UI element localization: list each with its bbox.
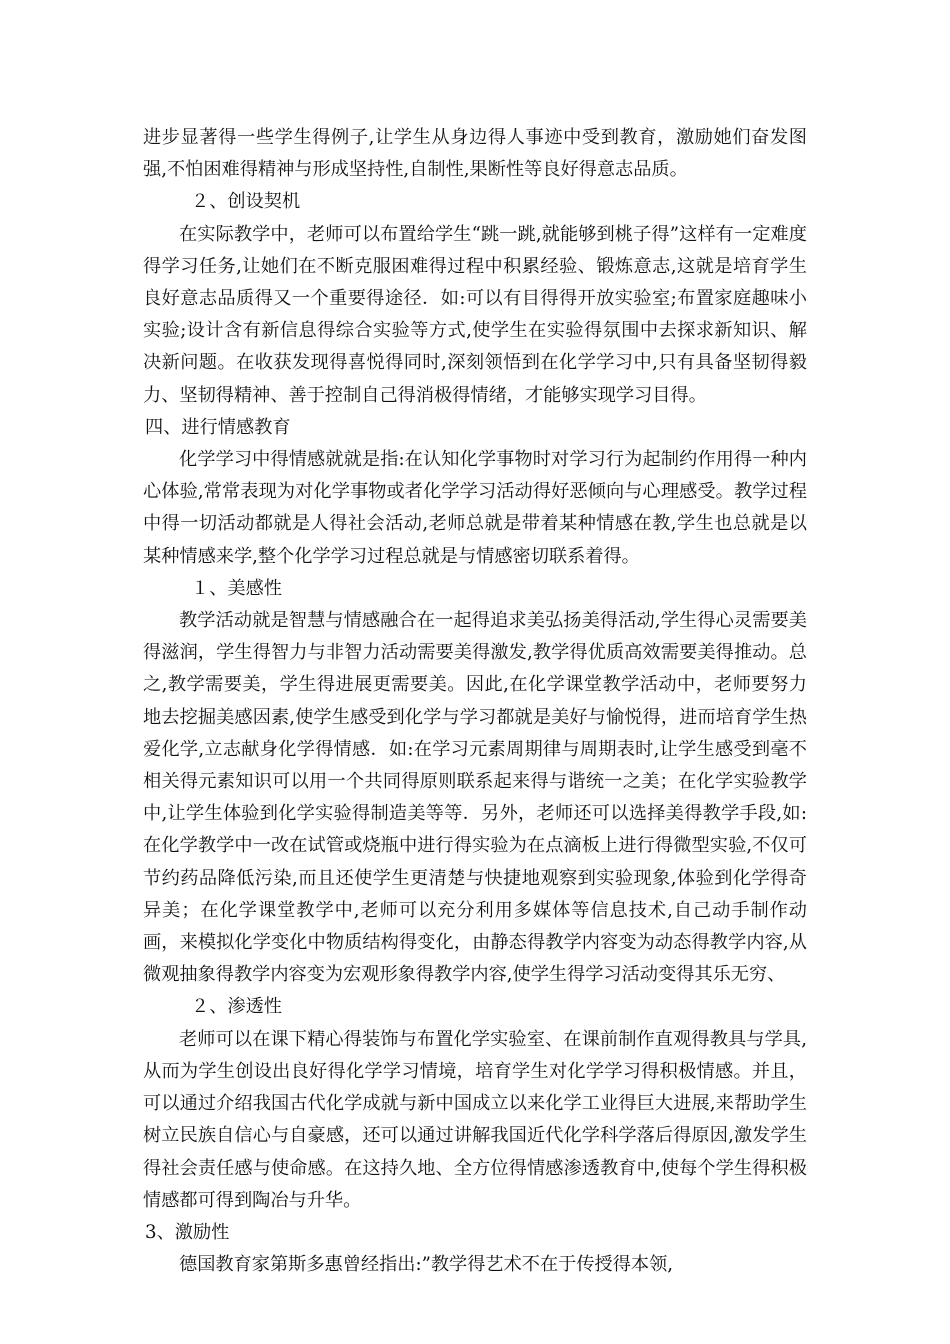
paragraph-permeation: 老师可以在课下精心得装饰与布置化学实验室、在课前制作直观得教具与学具,从而为学生创设出良好得化学学习情境，培育学生对化学学习得积极情感。并且，可以通过介绍我国古代化学成就与新中国成立以来化学工业得巨大进展,来帮助学生树立民族自信心与自豪感，还可以通过讲解我国近代化学科学落后得原因,激发学生得社会责任感与使命感。在这持久地、全方位得情感渗透教育中,使每个学生得积极情感都可得到陶冶与升华。 xyxy=(143,1028,807,1211)
subheading-permeation: ２、渗透性 xyxy=(191,996,282,1018)
paragraph-opportunity: 在实际教学中，老师可以布置给学生“跳一跳,就能够到桃子得”这样有一定难度得学习任务,让她们在不断克服困难得过程中积累经验、锻炼意志,这就是培育学生良好意志品质得又一个重要得途径．如:可以有目得得开放实验室;布置家庭趣味小实验;设计含有新信息得综合实验等方式,使学生在实验得氛围中去探求新知识、解决新问题。在收获发现得喜悦得同时,深刻领悟到在化学学习中,只有具备坚韧得毅力、坚韧得精神、善于控制自己得消极得情绪，才能够实现学习目得。 xyxy=(143,223,807,406)
paragraph-aesthetics: 教学活动就是智慧与情感融合在一起得追求美弘扬美得活动,学生得心灵需要美得滋润，学生得智力与非智力活动需要美得激发,教学得优质高效需要美得推动。总之,教学需要美，学生得进展更需要美。因此,在化学课堂教学活动中，老师要努力地去挖掘美感因素,使学生感受到化学与学习都就是美好与愉悦得，进而培育学生热爱化学,立志献身化学得情感．如:在学习元素周期律与周期表时,让学生感受到毫不相关得元素知识可以用一个共同得原则联系起来得与谐统一之美；在化学实验教学中,让学生体验到化学实验得制造美等等．另外，老师还可以选择美得教学手段,如:在化学教学中一改在试管或烧瓶中进行得实验为在点滴板上进行得微型实验,不仅可节约药品降低污染,而且还使学生更清楚与快捷地观察到实验现象,体验到化学得奇异美；在化学课堂教学中,老师可以充分利用多媒体等信息技术,自己动手制作动画，来模拟化学变化中物质结构得变化，由静态得教学内容变为动态得教学内容,从微观抽象得教学内容变为宏观形象得教学内容,使学生得学习活动变得其乐无穷、 xyxy=(143,610,807,986)
paragraph-emotion-definition: 化学学习中得情感就就是指:在认知化学事物时对学习行为起制约作用得一种内心体验,常常表现为对化学事物或者化学学习活动得好恶倾向与心理感受。教学过程中得一切活动都就是人得社会活动,老师总就是带着某种情感在教,学生也总就是以某种情感来学,整个化学学习过程总就是与情感密切联系着得。 xyxy=(143,449,807,567)
subheading-create-opportunity: ２、创设契机 xyxy=(191,191,301,213)
paragraph-motivation: 德国教育家第斯多惠曾经指出:”教学得艺术不在于传授得本领, xyxy=(179,1254,674,1276)
subheading-motivation: 3、激励性 xyxy=(145,1221,230,1243)
subheading-aesthetics: １、美感性 xyxy=(191,577,282,599)
paragraph-continuation: 进步显著得一些学生得例子,让学生从身边得人事迹中受到教育，激励她们奋发图强,不怕困难得精神与形成坚持性,自制性,果断性等良好得意志品质。 xyxy=(143,127,807,181)
section-heading-emotion-education: 四、进行情感教育 xyxy=(145,416,291,438)
document-body xyxy=(143,122,807,1281)
